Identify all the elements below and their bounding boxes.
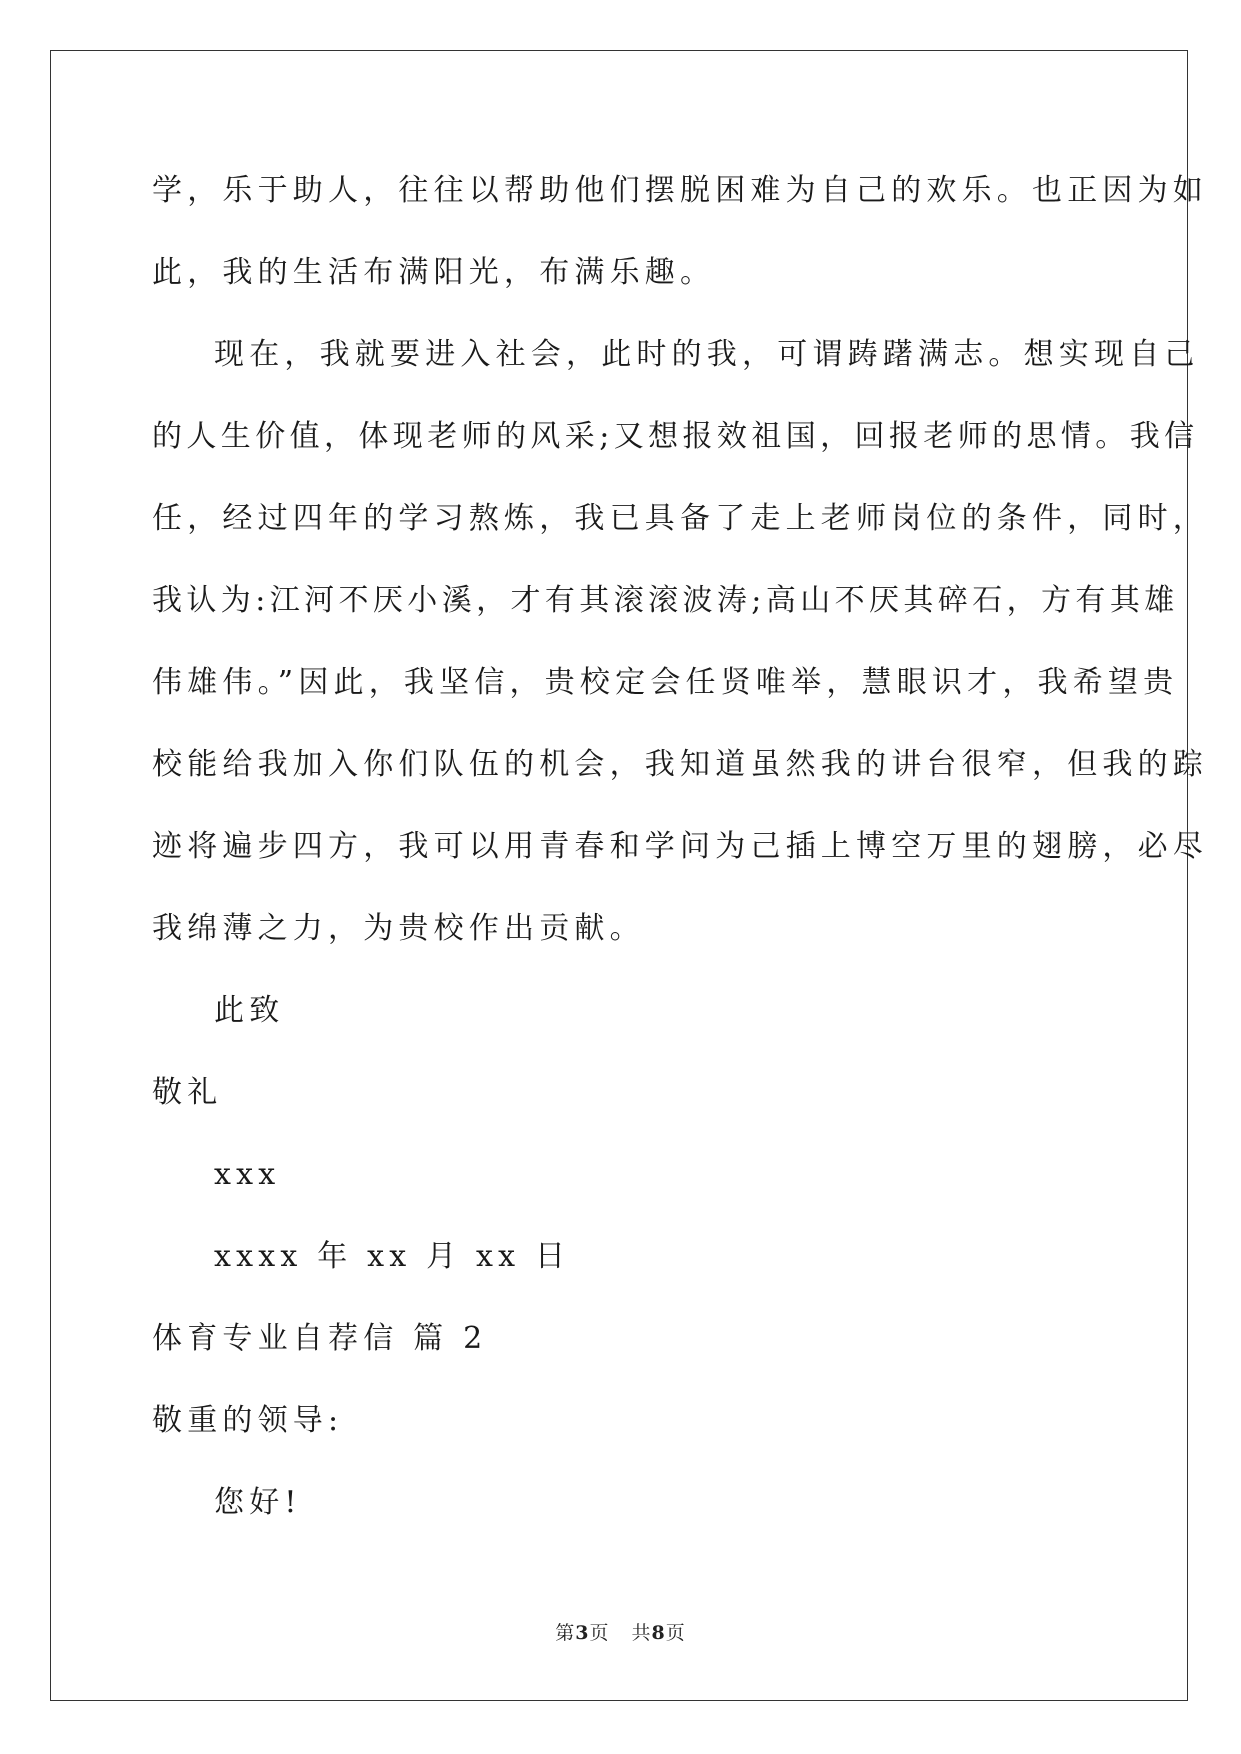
page-number: 3 xyxy=(575,1622,590,1644)
text-line: 我认为:江河不厌小溪，才有其滚滚波涛;高山不厌其碎石，方有其雄 xyxy=(152,583,1179,618)
text-line: 校能给我加入你们队伍的机会，我知道虽然我的讲台很窄，但我的踪 xyxy=(152,747,1208,782)
text-line: 学，乐于助人，往往以帮助他们摆脱困难为自己的欢乐。也正因为如 xyxy=(152,173,1208,208)
hello-text: 您好! xyxy=(214,1485,302,1520)
footer-total-prefix: 共 xyxy=(631,1622,652,1644)
signature-text: xxx xyxy=(214,1157,281,1192)
text-line: 此，我的生活布满阳光，布满乐趣。 xyxy=(152,255,716,290)
page-footer xyxy=(0,1618,1241,1645)
greeting-text: 敬重的领导: xyxy=(152,1403,344,1438)
document-body xyxy=(152,160,1208,1554)
closing-text: 此致 xyxy=(214,993,285,1028)
text-line: 的人生价值，体现老师的风采;又想报效祖国，回报老师的思情。我信 xyxy=(152,419,1199,454)
date-text: xxxx 年 xx 月 xx 日 xyxy=(214,1239,571,1274)
salutation-text: 敬礼 xyxy=(152,1075,223,1110)
text-line: 伟雄伟。”因此，我坚信，贵校定会任贤唯举，慧眼识才，我希望贵 xyxy=(152,665,1179,700)
footer-total-suffix: 页 xyxy=(665,1622,686,1644)
footer-page-suffix: 页 xyxy=(589,1622,610,1644)
text-line: 我绵薄之力，为贵校作出贡献。 xyxy=(152,911,645,946)
text-line: 任，经过四年的学习熬炼，我已具备了走上老师岗位的条件，同时， xyxy=(152,501,1208,536)
section-heading: 体育专业自荐信 篇 2 xyxy=(152,1321,488,1356)
footer-prefix: 第 xyxy=(555,1622,576,1644)
text-line: 迹将遍步四方，我可以用青春和学问为己插上博空万里的翅膀，必尽 xyxy=(152,829,1208,864)
total-pages: 8 xyxy=(651,1622,666,1644)
paragraph-first-line: 现在，我就要进入社会，此时的我，可谓踌躇满志。想实现自己 xyxy=(214,337,1200,372)
